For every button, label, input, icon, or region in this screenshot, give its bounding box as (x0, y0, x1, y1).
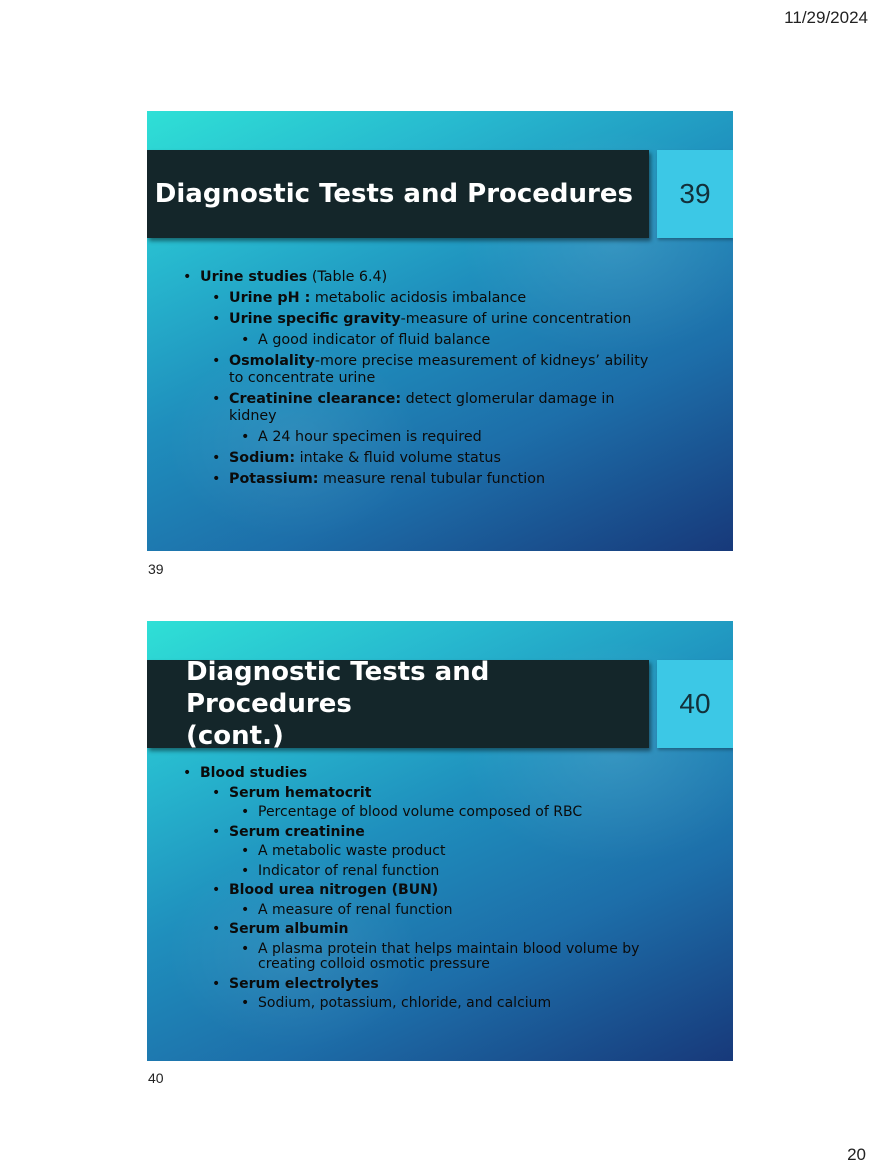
slide-number-badge: 39 (657, 150, 733, 238)
slide-label: 40 (148, 1070, 164, 1086)
list-item: • Sodium: intake & fluid volume status (212, 450, 501, 466)
list-item: • Blood urea nitrogen (BUN) (212, 882, 439, 898)
slide-40 (147, 621, 733, 1061)
list-item: • Urine specific gravity-measure of urine concentration (212, 311, 632, 327)
list-item: • A plasma protein that helps maintain blood volume by creating colloid osmotic pressure (241, 940, 640, 972)
page-number: 20 (847, 1145, 866, 1164)
bullet-icon: • (183, 269, 192, 285)
list-item: • Serum albumin (212, 921, 349, 937)
list-item: • A metabolic waste product (241, 843, 446, 859)
bullet-icon: • (241, 804, 250, 820)
bullet-icon: • (212, 784, 221, 801)
list-item: • A 24 hour specimen is required (241, 429, 482, 445)
list-item: • Urine pH : metabolic acidosis imbalance (212, 290, 527, 306)
bullet-icon: • (241, 429, 250, 445)
slide-label: 39 (148, 561, 164, 577)
list-item: • Creatinine clearance: detect glomerular damage in kidney (212, 391, 615, 424)
slide-content (183, 269, 653, 492)
bullet-icon: • (212, 450, 221, 466)
list-item: • Indicator of renal function (241, 862, 440, 879)
list-item: • A good indicator of fluid balance (241, 332, 491, 348)
bullet-icon: • (212, 882, 221, 898)
slide-39 (147, 111, 733, 551)
bullet-icon: • (183, 765, 192, 781)
slide-number-badge: 40 (657, 660, 733, 748)
bullet-icon: • (241, 940, 250, 957)
slide-content (183, 766, 653, 1016)
list-item: • Blood studies (183, 765, 308, 781)
list-item: • Sodium, potassium, chloride, and calcium (241, 995, 552, 1011)
slide-title (147, 657, 649, 751)
bullet-icon: • (241, 843, 250, 859)
bullet-icon: • (241, 332, 250, 348)
slide-title-line: Diagnostic Tests and Procedures (186, 657, 490, 719)
bullet-icon: • (241, 995, 250, 1011)
list-item: • Serum electrolytes (212, 975, 379, 992)
list-item: • A measure of renal function (241, 901, 453, 918)
bullet-icon: • (212, 353, 221, 369)
bullet-icon: • (212, 471, 221, 487)
list-item: • Osmolality-more precise measurement of kidneys’ ability to concentrate urine (212, 353, 649, 386)
bullet-icon: • (212, 290, 221, 306)
list-item: • Percentage of blood volume composed of RBC (241, 804, 583, 820)
bullet-icon: • (212, 391, 221, 407)
print-date: 11/29/2024 (784, 8, 868, 27)
list-item: • Urine studies (Table 6.4) (183, 269, 388, 285)
bullet-icon: • (241, 862, 250, 879)
list-item: • Serum creatinine (212, 823, 365, 840)
bullet-icon: • (241, 901, 250, 918)
list-item: • Serum hematocrit (212, 784, 372, 801)
bullet-icon: • (212, 311, 221, 327)
list-item: • Potassium: measure renal tubular function (212, 471, 546, 487)
bullet-icon: • (212, 823, 221, 840)
bullet-icon: • (212, 975, 221, 992)
slide-title: Diagnostic Tests and Procedures (147, 150, 649, 238)
slide-title-line: (cont.) (186, 721, 284, 751)
bullet-icon: • (212, 921, 221, 937)
